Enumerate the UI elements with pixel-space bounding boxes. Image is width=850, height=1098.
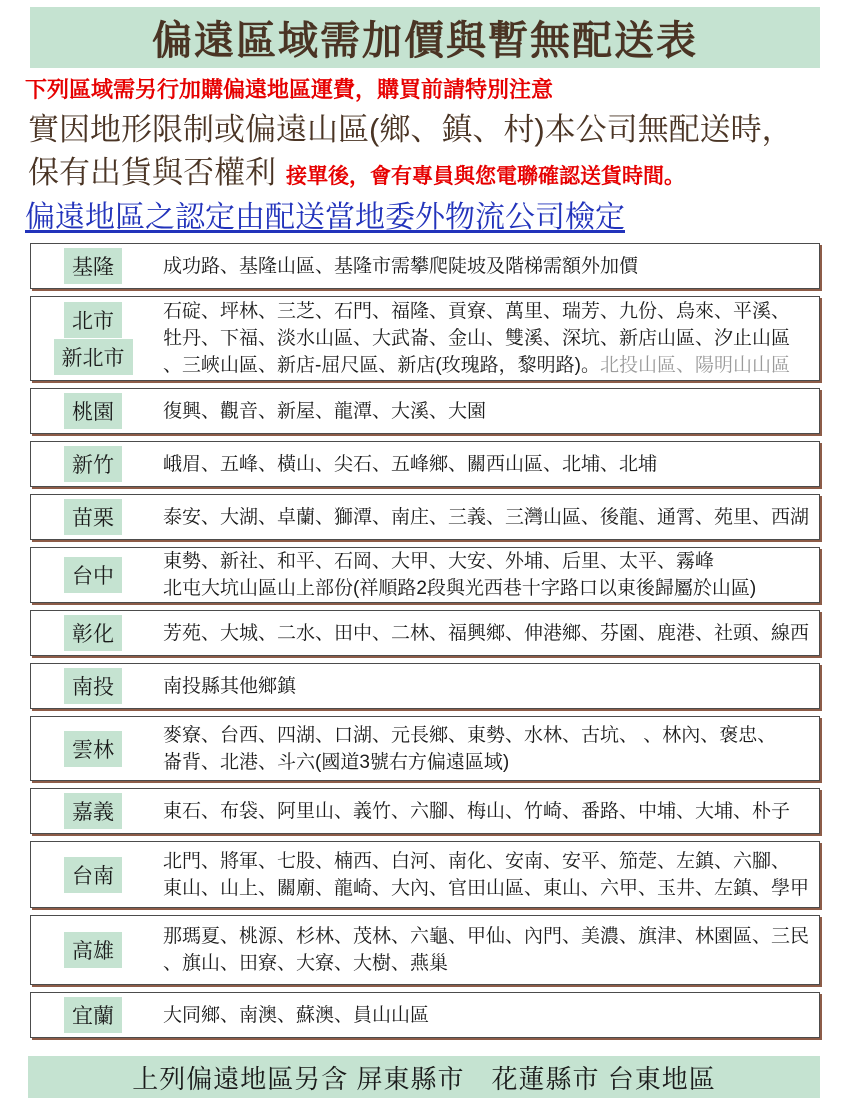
region-areas xyxy=(163,253,638,280)
red-inline-note: 接單後，會有專員與您電聯確認送貨時間。 xyxy=(286,164,685,188)
region-label: 新竹 xyxy=(64,446,122,482)
region-areas-line: 東石、布袋、阿里山、義竹、六腳、梅山、竹崎、番路、中埔、大埔、朴子 xyxy=(163,800,791,822)
region-label: 雲林 xyxy=(64,731,122,767)
table-row xyxy=(30,663,820,709)
table-row xyxy=(30,243,820,289)
region-label-column xyxy=(47,389,139,433)
page-title: 偏遠區域需加價與暫無配送表 xyxy=(152,19,698,63)
region-label-column xyxy=(47,611,139,655)
region-areas-line: 麥寮、台西、四湖、口湖、元長鄉、東勢、水林、古坑、 、林內、褒忠、 xyxy=(163,724,777,746)
region-label-column xyxy=(47,442,139,486)
region-label-column xyxy=(47,916,139,984)
region-areas xyxy=(163,620,809,647)
region-label-column xyxy=(47,789,139,833)
region-label-column xyxy=(47,717,139,780)
region-areas-line: 芳苑、大城、二水、田中、二林、福興鄉、伸港鄉、芬園、鹿港、社頭、線西 xyxy=(163,622,810,644)
region-label-column xyxy=(47,495,139,539)
region-areas-line: 南投縣其他鄉鎮 xyxy=(163,675,297,697)
notice-line-2-main: 保有出貨與否權利 xyxy=(28,155,276,190)
table-row xyxy=(30,788,820,834)
region-areas-line: 泰安、大湖、卓蘭、獅潭、南庄、三義、三灣山區、後龍、通霄、苑里、西湖 xyxy=(163,506,810,528)
region-areas-line: 那瑪夏、桃源、杉林、茂林、六龜、甲仙、內門、美濃、旗津、林園區、三民 xyxy=(163,926,810,947)
region-areas-line: 復興、觀音、新屋、龍潭、大溪、大園 xyxy=(163,400,487,422)
table-row xyxy=(30,716,820,781)
table-row xyxy=(30,915,820,985)
region-areas xyxy=(163,923,809,977)
region-areas-line: 北屯大坑山區山上部份(祥順路2段與光西巷十字路口以東後歸屬於山區) xyxy=(163,578,757,599)
table-row xyxy=(30,296,820,381)
region-table xyxy=(30,243,820,1038)
region-areas-line: 大同鄉、南澳、蘇澳、員山山區 xyxy=(163,1004,430,1026)
region-areas-line: 石碇、坪林、三芝、石門、福隆、貢寮、萬里、瑞芳、九份、烏來、平溪、 xyxy=(163,301,791,322)
table-row xyxy=(30,547,820,603)
footer-bar xyxy=(28,1056,820,1098)
region-areas xyxy=(163,451,657,478)
table-row xyxy=(30,388,820,434)
region-label: 高雄 xyxy=(64,932,122,968)
region-areas-line: 東山、山上、關廟、龍崎、大內、官田山區、東山、六甲、玉井、左鎮、學甲 xyxy=(163,877,810,899)
blue-heading: 偏遠地區之認定由配送當地委外物流公司檢定 xyxy=(25,201,625,234)
table-row xyxy=(30,441,820,487)
region-label: 新北市 xyxy=(54,339,133,375)
region-label: 宜蘭 xyxy=(64,997,122,1033)
region-areas xyxy=(163,548,756,602)
region-areas xyxy=(163,722,776,776)
region-label-column xyxy=(47,664,139,708)
notice-line-1: 實因地形限制或偏遠山區(鄉、鎮、村)本公司無配送時， xyxy=(28,112,793,147)
region-areas xyxy=(163,1002,429,1029)
table-row xyxy=(30,494,820,540)
region-label: 南投 xyxy=(64,668,122,704)
region-areas xyxy=(163,504,809,531)
region-label-column xyxy=(47,842,139,907)
region-areas-line: 、旗山、田寮、大寮、大樹、燕巢 xyxy=(163,953,449,974)
region-areas-line: 牡丹、下福、淡水山區、大武崙、金山、雙溪、深坑、新店山區、汐止山區 xyxy=(163,328,791,349)
region-label: 苗栗 xyxy=(64,499,122,535)
notice-line-2 xyxy=(28,152,850,197)
region-areas-line: 崙背、北港、斗六(國道3號右方偏遠區域) xyxy=(163,751,510,773)
region-areas-gray: 北投山區、陽明山山區 xyxy=(599,355,790,376)
footer-text: 上列偏遠地區另含 屏東縣市 花蓮縣市 台東地區 xyxy=(132,1063,716,1094)
region-label: 台中 xyxy=(64,557,122,593)
region-areas xyxy=(163,398,486,425)
red-warning-note: 下列區域需另行加購偏遠地區運費，購買前請特別注意 xyxy=(25,77,554,102)
region-areas-line: 北門、將軍、七股、楠西、白河、南化、安南、安平、笳萣、左鎮、六腳、 xyxy=(163,850,791,872)
table-row xyxy=(30,610,820,656)
title-bar xyxy=(30,7,820,68)
region-label: 彰化 xyxy=(64,615,122,651)
region-areas xyxy=(163,798,790,825)
region-label: 嘉義 xyxy=(64,793,122,829)
region-areas-line: 東勢、新社、和平、石岡、大甲、大安、外埔、后里、太平、霧峰 xyxy=(163,551,715,572)
region-label: 桃園 xyxy=(64,393,122,429)
region-label: 基隆 xyxy=(64,248,122,284)
region-areas xyxy=(163,673,296,700)
region-label: 台南 xyxy=(64,857,122,893)
region-areas xyxy=(163,848,809,902)
region-areas-line: 峨眉、五峰、橫山、尖石、五峰鄉、關西山區、北埔、北埔 xyxy=(163,453,658,475)
table-row xyxy=(30,992,820,1038)
region-areas-line: 成功路、基隆山區、基隆市需攀爬陡坡及階梯需額外加價 xyxy=(163,255,639,277)
table-row xyxy=(30,841,820,908)
region-label-column xyxy=(47,548,139,602)
region-label-column xyxy=(47,244,139,288)
region-label-column xyxy=(47,297,139,380)
region-label-column xyxy=(47,993,139,1037)
region-areas xyxy=(163,298,790,379)
region-areas-line: 、三峽山區、新店-屈尺區、新店(玫瑰路，黎明路)。北投山區、陽明山山區 xyxy=(163,355,790,376)
region-label: 北市 xyxy=(64,302,122,338)
